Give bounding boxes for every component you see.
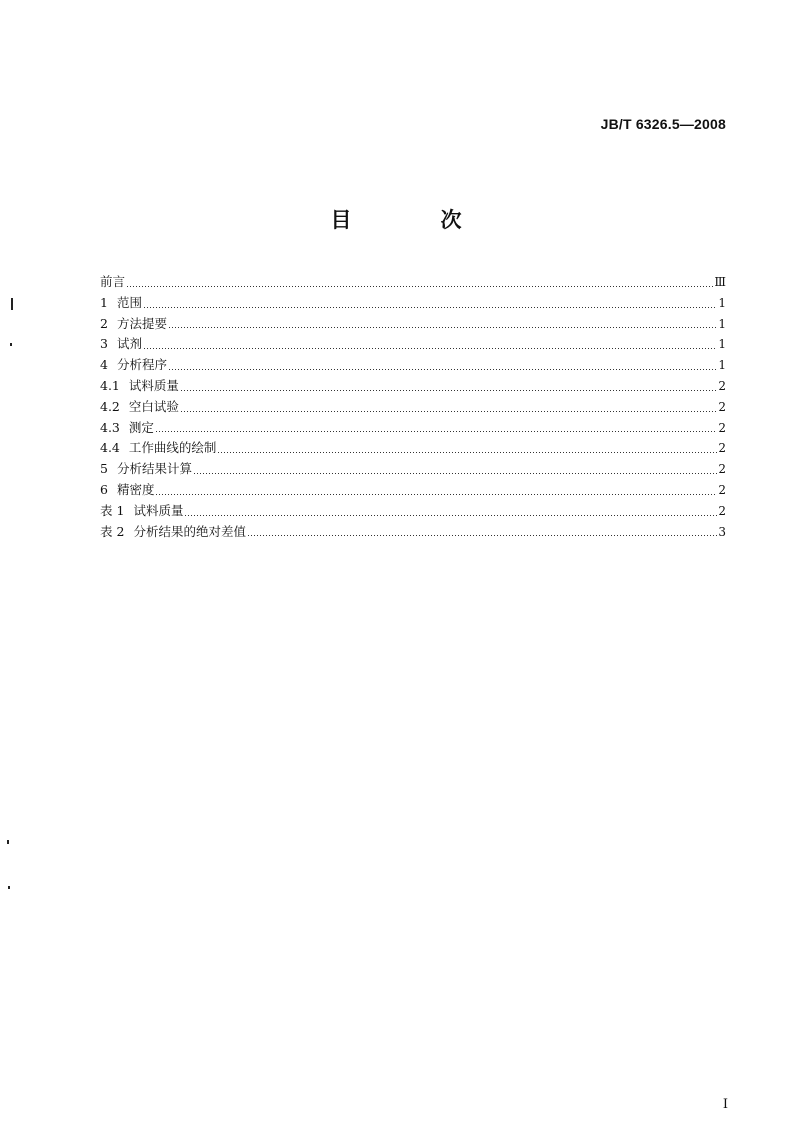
toc-entry[interactable] xyxy=(100,438,726,459)
scan-mark xyxy=(8,886,10,889)
toc-entry-label: 分析结果计算 xyxy=(116,461,192,477)
toc-entry[interactable] xyxy=(100,376,726,397)
toc-entry-number: 4.1 xyxy=(100,377,120,393)
toc-entry-number: 4.3 xyxy=(100,419,120,435)
toc-leader-dots xyxy=(184,515,717,516)
toc-entry-label: 前言 xyxy=(100,274,126,289)
toc-entry[interactable] xyxy=(100,314,726,335)
toc-entry-number: 3 xyxy=(100,336,108,352)
page-number: I xyxy=(722,1097,728,1112)
toc-entry-page: Ⅲ xyxy=(714,275,726,289)
toc-entry[interactable] xyxy=(100,334,726,355)
toc-entry[interactable] xyxy=(100,397,726,418)
toc-entry-number: 4.2 xyxy=(100,398,120,414)
toc-entry-label: 精密度 xyxy=(116,481,155,497)
toc-leader-dots xyxy=(143,348,717,349)
toc-entry-label: 范围 xyxy=(116,294,142,310)
toc-entry-label: 试料质量 xyxy=(128,377,179,393)
toc-leader-dots xyxy=(247,535,717,536)
toc-entry-page: 2 xyxy=(718,503,726,518)
toc-entry-page: 1 xyxy=(718,316,726,331)
toc-entry-number: 表 2 xyxy=(100,523,125,539)
scan-mark xyxy=(10,343,12,346)
scan-mark xyxy=(11,298,13,310)
toc-entry-page: 2 xyxy=(718,482,726,497)
toc-entry-page: 1 xyxy=(718,337,726,352)
toc-entry-number: 1 xyxy=(100,294,108,310)
toc-entry[interactable] xyxy=(100,272,726,293)
toc-leader-dots xyxy=(180,390,717,391)
toc-leader-dots xyxy=(180,411,717,412)
toc-entry-page: 1 xyxy=(718,295,726,310)
toc-entry-page: 3 xyxy=(718,524,726,539)
toc-entry-page: 2 xyxy=(718,378,726,393)
toc-entry-label: 试剂 xyxy=(116,336,142,352)
toc-entry-label: 方法提要 xyxy=(116,315,167,331)
toc-entry-label: 空白试验 xyxy=(128,398,179,414)
toc-entry[interactable] xyxy=(100,418,726,439)
toc-entry[interactable] xyxy=(100,459,726,480)
toc-entry-page: 2 xyxy=(718,441,726,456)
toc-entry-label: 测定 xyxy=(128,419,154,435)
standard-code: JB/T 6326.5—2008 xyxy=(600,116,726,132)
toc-entry-label: 试料质量 xyxy=(133,502,184,518)
toc-title: 目 次 xyxy=(330,208,496,232)
toc-entry[interactable] xyxy=(100,293,726,314)
toc-entry-number: 5 xyxy=(100,461,108,477)
toc-entry-label: 工作曲线的绘制 xyxy=(128,440,217,456)
toc-entry-page: 2 xyxy=(718,399,726,414)
toc-entry-page: 1 xyxy=(718,358,726,373)
toc-entry[interactable] xyxy=(100,522,726,543)
toc-entry-number: 4.4 xyxy=(100,440,120,456)
toc-entry[interactable] xyxy=(100,501,726,522)
toc-leader-dots xyxy=(155,494,717,495)
toc-entry-page: 2 xyxy=(718,420,726,435)
toc-leader-dots xyxy=(193,473,717,474)
scan-mark xyxy=(7,840,9,844)
toc-entry-number: 4 xyxy=(100,357,108,373)
toc-leader-dots xyxy=(168,369,717,370)
toc-entry-page: 2 xyxy=(718,462,726,477)
toc-entry-number: 2 xyxy=(100,315,108,331)
toc-entry-number: 表 1 xyxy=(100,502,125,518)
toc-entry-number: 6 xyxy=(100,481,108,497)
toc-entry-label: 分析程序 xyxy=(116,357,167,373)
table-of-contents xyxy=(100,272,726,542)
toc-entry[interactable] xyxy=(100,480,726,501)
toc-leader-dots xyxy=(143,307,717,308)
toc-leader-dots xyxy=(155,431,717,432)
toc-leader-dots xyxy=(126,286,713,287)
toc-entry-label: 分析结果的绝对差值 xyxy=(133,523,246,539)
toc-leader-dots xyxy=(168,327,717,328)
toc-entry[interactable] xyxy=(100,355,726,376)
toc-leader-dots xyxy=(217,452,717,453)
